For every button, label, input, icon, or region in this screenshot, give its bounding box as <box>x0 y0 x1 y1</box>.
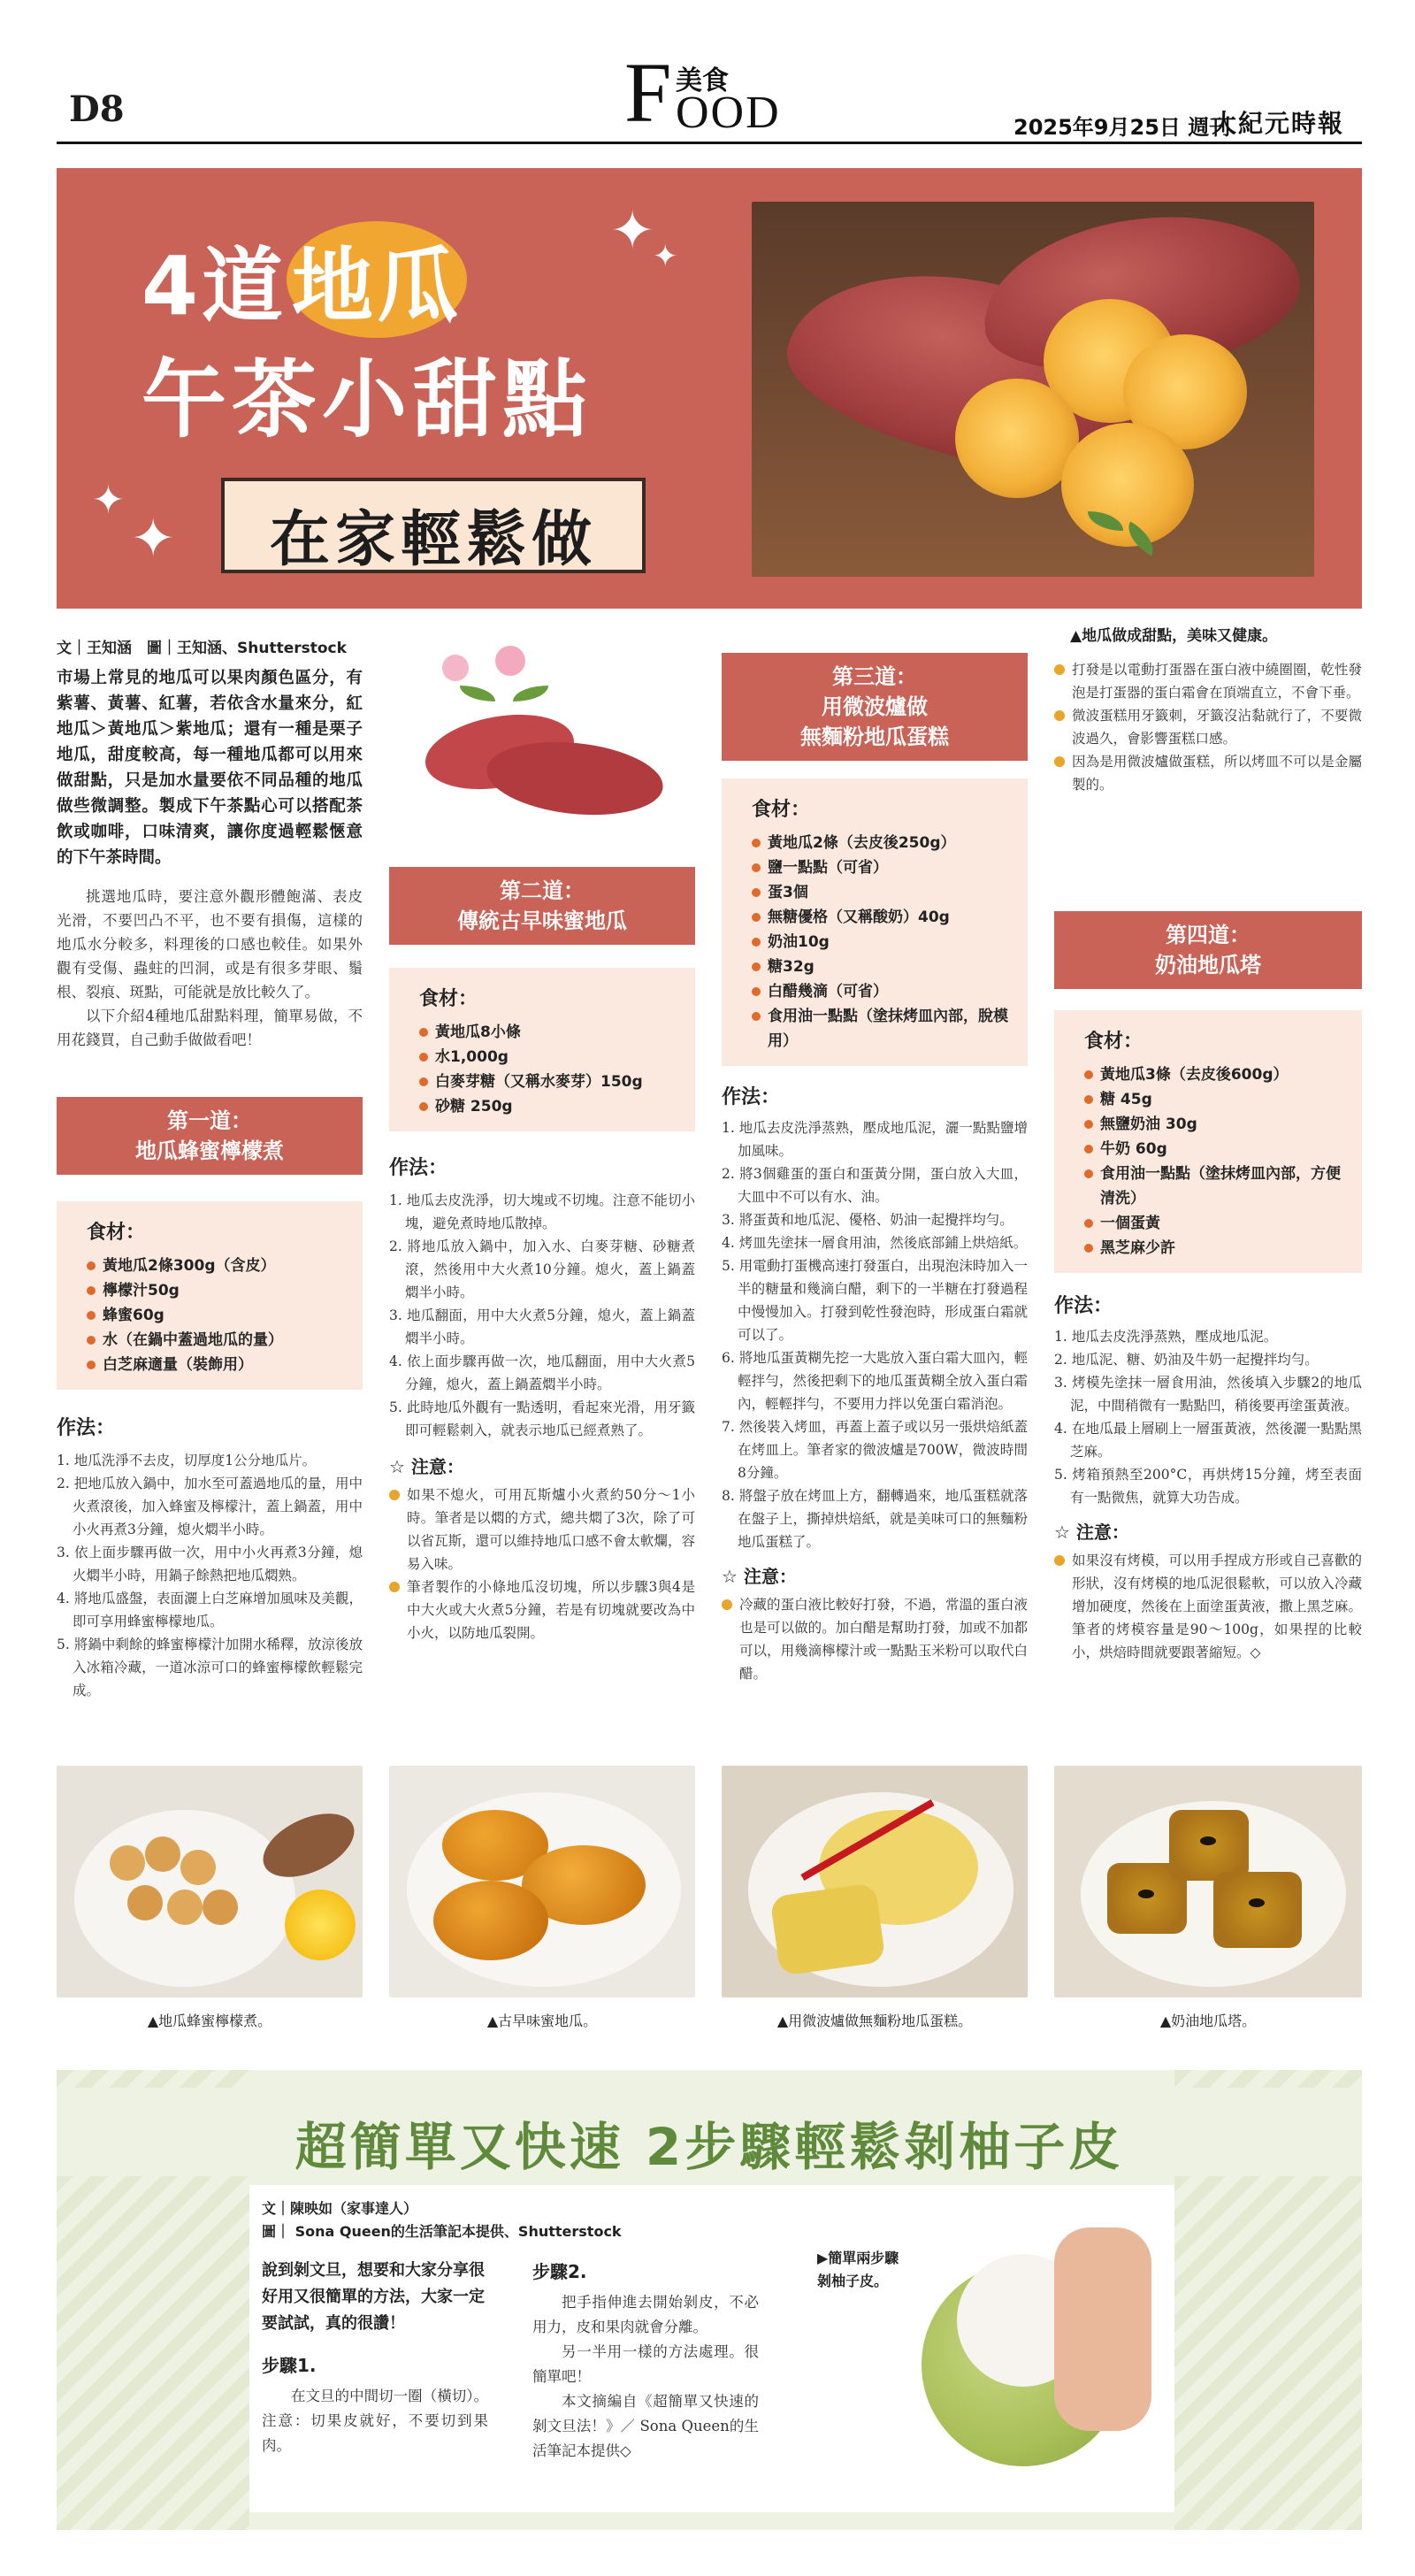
ingredient-item: 蜂蜜60g <box>87 1303 343 1328</box>
recipe-3-photo <box>722 1766 1028 1997</box>
recipe-3-name-line1: 用微波爐做 <box>822 694 928 719</box>
note-title: ☆ 注意： <box>389 1456 464 1477</box>
recipe-2-steps <box>389 1189 695 1442</box>
recipe-1 <box>57 1097 363 1702</box>
method-title: 作法： <box>57 1417 116 1439</box>
ingredient-item: 白麥芽糖（又稱水麥芽）150g <box>419 1070 676 1094</box>
pomelo-step-2-text <box>532 2290 759 2464</box>
recipe-4-ingredients <box>1054 1010 1362 1273</box>
method-title: 作法： <box>389 1157 448 1179</box>
recipe-2 <box>389 867 695 1644</box>
recipe-3-name-line2: 無麵粉地瓜蛋糕 <box>800 724 949 749</box>
paragraph: 另一半用一樣的方法處理。很簡單吧！ <box>532 2343 759 2385</box>
recipe-2-notes <box>389 1484 695 1644</box>
method-step: 3. 烤模先塗抹一層食用油，然後填入步驟2的地瓜泥，中間稍微有一點點凹，稍後要再塗蛋黃液。 <box>1054 1375 1362 1414</box>
method-step: 7. 然後裝入烤皿，再蓋上蓋子或以另一張烘焙紙蓋在烤皿上。筆者家的微波爐是700W，微波時間8分鐘。 <box>722 1419 1028 1481</box>
note-title: ☆ 注意： <box>1054 1522 1129 1543</box>
pomelo-step-1-text <box>262 2384 488 2458</box>
paper-name: 大紀元時報 <box>1212 109 1345 138</box>
recipe-2-heading <box>389 867 695 945</box>
recipe-2-photo <box>389 1766 695 1997</box>
method-step: 4. 依上面步驟再做一次，地瓜翻面，用中大火煮5分鐘，熄火，蓋上鍋蓋燜半小時。 <box>389 1353 695 1392</box>
recipe-4-name: 奶油地瓜塔 <box>1155 953 1261 978</box>
ingredient-item: 白醋幾滴（可省） <box>752 979 1008 1004</box>
section-logo-ood: OOD <box>676 88 781 138</box>
recipe-3 <box>722 653 1028 1685</box>
method-step: 3. 依上面步驟再做一次，用中小火再煮3分鐘，熄火燜半小時，用鍋子餘熱把地瓜燜熟。 <box>57 1545 363 1583</box>
ingredient-item: 牛奶 60g <box>1084 1137 1342 1162</box>
ingredient-item: 黃地瓜8小條 <box>419 1020 676 1045</box>
article-lead: 市場上常見的地瓜可以果肉顏色區分，有紫薯、黃薯、紅薯，若依含水量來分，紅地瓜＞黃地瓜＞紫地瓜；還有一種是栗子地瓜，甜度較高，每一種地瓜都可以用來做甜點，只是加水量要依不同品種的地瓜做些微調整。製成下午茶點心可以搭配茶飲或咖啡，口味清爽，讓你度過輕鬆愜意的下午茶時間。 <box>57 669 363 867</box>
method-step: 3. 地瓜翻面，用中大火煮5分鐘，熄火，蓋上鍋蓋燜半小時。 <box>389 1307 695 1346</box>
recipe-3-steps <box>722 1116 1028 1553</box>
recipe-4-steps <box>1054 1325 1362 1509</box>
ingredients-title: 食材： <box>419 988 478 1010</box>
pomelo-byline-author: 文｜陳映如（家事達人） <box>262 2200 418 2217</box>
ingredient-item: 奶油10g <box>752 930 1008 954</box>
pomelo-byline-photo: 圖｜ Sona Queen的生活筆記本提供、Shutterstock <box>262 2223 622 2240</box>
method-step: 6. 將地瓜蛋黃糊先挖一大匙放入蛋白霜大皿內，輕輕拌勻，然後把剩下的地瓜蛋黃糊全放入蛋白霜內，輕輕拌勻，不要用力拌以免蛋白霜消泡。 <box>722 1350 1028 1412</box>
method-step: 8. 將盤子放在烤皿上方，翻轉過來，地瓜蛋糕就落在盤子上，撕掉烘焙紙，就是美味可口的無麵粉地瓜蛋糕了。 <box>722 1488 1028 1550</box>
ingredient-item: 食用油一點點（塗抹烤皿內部，脫模用） <box>752 1004 1008 1054</box>
method-step: 5. 烤箱預熱至200°C，再烘烤15分鐘，烤至表面有一點微焦，就算大功告成。 <box>1054 1467 1362 1506</box>
method-step: 4. 烤皿先塗抹一層食用油，然後底部鋪上烘焙紙。 <box>722 1235 1028 1251</box>
ingredient-item: 一個蛋黃 <box>1084 1211 1342 1236</box>
section-logo-f: F <box>624 45 672 140</box>
recipe-4-notes <box>1054 1549 1362 1664</box>
recipe-1-heading <box>57 1097 363 1175</box>
recipe-4 <box>1054 911 1362 1664</box>
note-item: 打發是以電動打蛋器在蛋白液中繞圈圈，乾性發泡是打蛋器的蛋白霜會在頂端直立，不會下垂。 <box>1054 658 1362 704</box>
note-item: 冷藏的蛋白液比較好打發，不過，常溫的蛋白液也是可以做的。加白醋是幫助打發，加或不加都可以，用幾滴檸檬汁或一點點玉米粉可以取代白醋。 <box>722 1593 1028 1685</box>
recipe-1-caption: ▲地瓜蜂蜜檸檬煮。 <box>147 2012 272 2029</box>
note-item: 因為是用微波爐做蛋糕，所以烤皿不可以是金屬製的。 <box>1054 750 1362 796</box>
method-step: 4. 將地瓜盛盤，表面灑上白芝麻增加風味及美觀，即可享用蜂蜜檸檬地瓜。 <box>57 1591 363 1629</box>
paragraph: 本文摘編自《超簡單又快速的剝文旦法！》／ Sona Queen的生活筆記本提供◇ <box>532 2393 759 2459</box>
recipe-1-number: 第一道： <box>167 1108 252 1133</box>
paragraph: 在文旦的中間切一圈（橫切）。注意：切果皮就好，不要切到果肉。 <box>262 2388 488 2454</box>
pomelo-byline <box>262 2197 704 2243</box>
ingredients-title: 食材： <box>87 1222 146 1244</box>
pomelo-step-2-title: 步驟2. <box>532 2261 587 2282</box>
issue-date: 2025年9月25日 週刊 <box>1013 115 1231 140</box>
method-step: 5. 將鍋中剩餘的蜂蜜檸檬汁加開水稀釋，放涼後放入冰箱冷藏，一道冰涼可口的蜂蜜檸檬飲輕鬆完成。 <box>57 1637 363 1698</box>
method-step: 5. 此時地瓜外觀有一點透明，看起來光滑，用牙籤即可輕鬆刺入，就表示地瓜已經煮熟了。 <box>389 1399 695 1438</box>
ingredient-item: 食用油一點點（塗抹烤皿內部，方便清洗） <box>1084 1162 1342 1211</box>
pomelo-column-2 <box>532 2258 759 2464</box>
method-title: 作法： <box>1054 1295 1113 1317</box>
ingredient-item: 黃地瓜2條300g（含皮） <box>87 1254 343 1278</box>
recipe-3-notes-part2 <box>1054 658 1362 796</box>
method-step: 1. 地瓜去皮洗淨蒸熟，壓成地瓜泥。 <box>1054 1329 1278 1345</box>
hero-title-line1 <box>142 221 467 338</box>
recipe-3-ingredients <box>722 778 1028 1066</box>
sparkle-icon: ✦ <box>653 239 678 274</box>
pomelo-title: 超簡單又快速 2步驟輕鬆剝柚子皮 <box>294 2117 1124 2177</box>
ingredient-item: 鹽一點點（可省） <box>752 855 1008 880</box>
hero-photo-sweet-potatoes <box>752 202 1314 577</box>
recipe-1-photo <box>57 1766 363 1997</box>
hero-title-highlight: 地瓜 <box>287 221 467 338</box>
ingredient-item: 糖 45g <box>1084 1087 1342 1112</box>
note-item: 如果沒有烤模，可以用手捏成方形或自己喜歡的形狀，沒有烤模的地瓜泥很鬆軟，可以放入冷藏增加硬度，然後在上面塗蛋黃液，撒上黑芝麻。筆者的烤模容量是90～100g，如果捏的比較小，烘焙時間就要跟著縮短。◇ <box>1054 1549 1362 1664</box>
hero-title-line2: 午茶小甜點 <box>142 350 593 449</box>
method-step: 2. 將地瓜放入鍋中，加入水、白麥芽糖、砂糖煮滾，然後用中大火煮10分鐘。熄火，蓋上鍋蓋燜半小時。 <box>389 1238 695 1300</box>
note-item: 微波蛋糕用牙籤刺，牙籤沒沾黏就行了，不要微波過久，會影響蛋糕口感。 <box>1054 704 1362 750</box>
section-logo-zh: 美食 <box>676 65 729 96</box>
pomelo-step-1-title: 步驟1. <box>262 2355 317 2376</box>
method-step: 1. 地瓜去皮洗淨，切大塊或不切塊。注意不能切小塊，避免煮時地瓜散掉。 <box>389 1192 695 1231</box>
recipe-2-caption: ▲古早味蜜地瓜。 <box>486 2012 598 2029</box>
pomelo-column-1 <box>262 2258 488 2458</box>
ingredient-item: 無糖優格（又稱酸奶）40g <box>752 905 1008 930</box>
recipe-1-steps <box>57 1449 363 1702</box>
recipe-1-ingredients <box>57 1201 363 1390</box>
note-item: 筆者製作的小條地瓜沒切塊，所以步驟3與4是中大火或大火煮5分鐘，若是有切塊就要改為中小火，以防地瓜裂開。 <box>389 1576 695 1644</box>
article-body <box>57 885 363 1052</box>
ingredient-item: 無鹽奶油 30g <box>1084 1112 1342 1137</box>
recipe-3-notes-continued <box>1054 658 1362 796</box>
pomelo-photo <box>789 2192 1160 2507</box>
note-title: ☆ 注意： <box>722 1566 797 1587</box>
ingredients-title: 食材： <box>752 799 811 821</box>
ingredient-item: 檸檬汁50g <box>87 1278 343 1303</box>
ingredient-item: 蛋3個 <box>752 880 1008 905</box>
ingredient-item: 白芝麻適量（裝飾用） <box>87 1353 343 1377</box>
recipe-1-name: 地瓜蜂蜜檸檬煮 <box>135 1138 284 1163</box>
method-step: 4. 在地瓜最上層刷上一層蛋黃液，然後灑一點點黑芝麻。 <box>1054 1421 1362 1460</box>
hero-subtitle: 在家輕鬆做 <box>269 505 597 575</box>
ingredient-item: 黃地瓜2條（去皮後250g） <box>752 831 1008 855</box>
recipe-3-notes-part1 <box>722 1593 1028 1685</box>
header-rule <box>57 142 1362 144</box>
hero-title-prefix: 4道 <box>142 239 287 334</box>
sparkle-icon: ✦ <box>92 478 125 523</box>
method-step: 2. 地瓜泥、糖、奶油及牛奶一起攪拌均勻。 <box>1054 1352 1319 1368</box>
section-logo <box>624 45 801 140</box>
ingredient-item: 水1,000g <box>419 1045 676 1070</box>
method-step: 5. 用電動打蛋機高速打發蛋白，出現泡沫時加入一半的糖量和幾滴白醋，剩下的一半糖在打發過程中慢慢加入。打發到乾性發泡時，形成蛋白霜就可以了。 <box>722 1258 1028 1343</box>
recipe-2-number: 第二道： <box>500 878 585 903</box>
recipe-4-heading <box>1054 911 1362 989</box>
pomelo-lead: 說到剝文旦，想要和大家分享很好用又很簡單的方法，大家一定要試試，真的很讚！ <box>262 2261 485 2333</box>
page-number: D8 <box>69 88 125 130</box>
ingredients-title: 食材： <box>1084 1031 1143 1053</box>
method-step: 2. 將3個雞蛋的蛋白和蛋黃分開，蛋白放入大皿，大皿中不可以有水、油。 <box>722 1166 1028 1205</box>
sparkle-icon: ✦ <box>131 508 176 570</box>
method-step: 2. 把地瓜放入鍋中，加水至可蓋過地瓜的量，用中火煮滾後，加入蜂蜜及檸檬汁，蓋上鍋蓋，用中小火再煮3分鐘，熄火燜半小時。 <box>57 1476 363 1537</box>
method-step: 1. 地瓜去皮洗淨蒸熟，壓成地瓜泥，灑一點點鹽增加風味。 <box>722 1120 1028 1159</box>
article-paragraph: 挑選地瓜時，要注意外觀形體飽滿、表皮光滑，不要凹凸不平，也不要有損傷，這樣的地瓜水分較多，料理後的口感也較佳。如果外觀有受傷、蟲蛀的凹洞，或是有很多芽眼、鬚根、裂痕、斑點，可能就是放比較久了。 <box>57 888 363 1000</box>
recipe-2-name: 傳統古早味蜜地瓜 <box>457 908 627 933</box>
note-item: 如果不熄火，可用瓦斯爐小火煮約50分～1小時。筆者是以燜的方式，總共燜了3次，除了可以省瓦斯，還可以維持地瓜口感不會太軟爛，容易入味。 <box>389 1484 695 1576</box>
recipe-4-photo <box>1054 1766 1362 1997</box>
ingredient-item: 砂糖 250g <box>419 1094 676 1119</box>
sparkle-icon: ✦ <box>610 200 655 262</box>
paragraph: 把手指伸進去開始剝皮，不必用力，皮和果肉就會分離。 <box>532 2294 759 2335</box>
pomelo-photo-caption: ▶簡單兩步驟剝柚子皮。 <box>817 2250 899 2289</box>
method-step: 1. 地瓜洗淨不去皮，切厚度1公分地瓜片。 <box>57 1453 317 1468</box>
ingredient-item: 水（在鍋中蓋過地瓜的量） <box>87 1328 343 1353</box>
recipe-4-caption: ▲奶油地瓜塔。 <box>1159 2012 1257 2029</box>
method-title: 作法： <box>722 1086 781 1108</box>
article-byline: 文｜王知涵 圖｜王知涵、Shutterstock <box>57 640 347 657</box>
ingredient-item: 糖32g <box>752 954 1008 979</box>
recipe-3-heading <box>722 653 1028 761</box>
hero-photo-caption: ▲地瓜做成甜點，美味又健康。 <box>1070 627 1278 645</box>
ingredient-item: 黃地瓜3條（去皮後600g） <box>1084 1062 1342 1087</box>
method-step: 3. 將蛋黃和地瓜泥、優格、奶油一起攪拌均勻。 <box>722 1212 1013 1228</box>
ingredient-item: 黑芝麻少許 <box>1084 1236 1342 1261</box>
recipe-4-number: 第四道： <box>1166 923 1251 947</box>
recipe-3-number: 第三道： <box>832 664 917 689</box>
recipe-3-caption: ▲用微波爐做無麵粉地瓜蛋糕。 <box>776 2012 973 2029</box>
illustration-sweet-potato <box>389 637 695 840</box>
recipe-2-ingredients <box>389 968 695 1131</box>
article-paragraph: 以下介紹4種地瓜甜點料理，簡單易做，不用花錢買，自己動手做做看吧！ <box>57 1008 363 1048</box>
